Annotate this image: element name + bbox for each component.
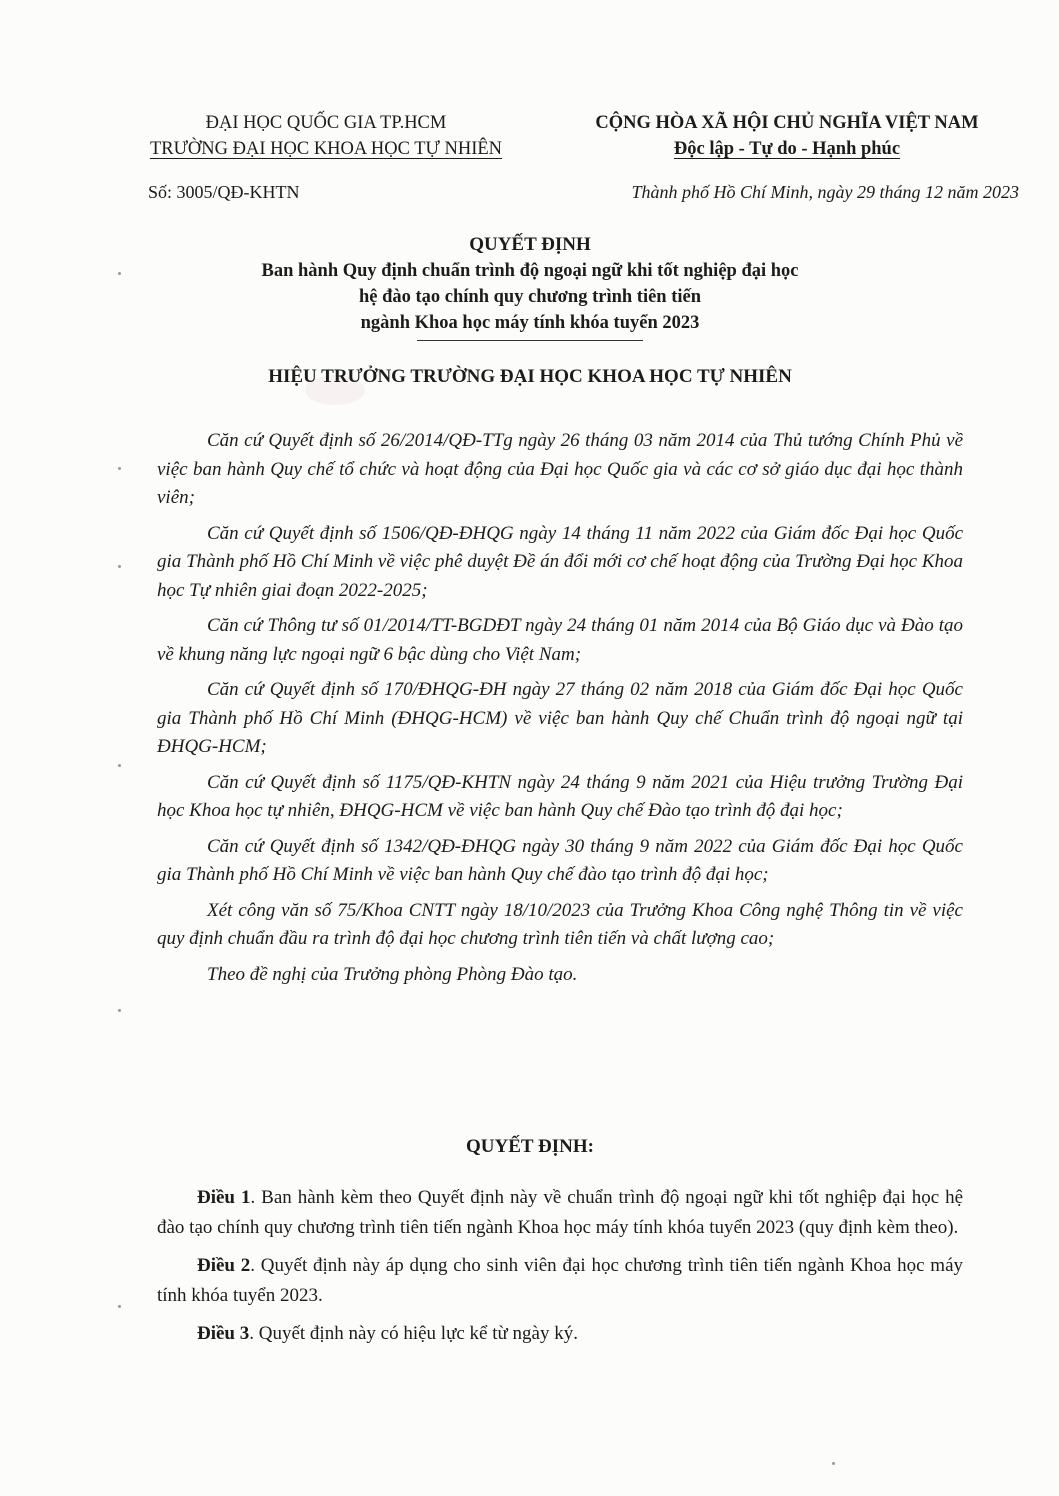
article-text: . Quyết định này có hiệu lực kể từ ngày ký. [249, 1323, 578, 1344]
article-label: Điều 1 [197, 1187, 251, 1208]
document-number: Số: 3005/QĐ-KHTN [148, 182, 300, 202]
basis-item: Căn cứ Thông tư số 01/2014/TT-BGDĐT ngày 24 tháng 01 năm 2014 của Bộ Giáo dục và Đào tạo về khung năng lực ngoại ngữ 6 bậc dùng cho Việt Nam; [157, 615, 963, 665]
country-name: CỘNG HÒA XÃ HỘI CHỦ NGHĨA VIỆT NAM [595, 113, 979, 133]
authority-heading: HIỆU TRƯỞNG TRƯỜNG ĐẠI HỌC KHOA HỌC TỰ NHIÊN [268, 366, 792, 387]
article-label: Điều 2 [197, 1255, 251, 1276]
document-date: Thành phố Hồ Chí Minh, ngày 29 tháng 12 năm 2023 [631, 182, 1019, 202]
article-label: Điều 3 [197, 1323, 250, 1344]
scan-speck [118, 1009, 121, 1012]
scan-speck [832, 1462, 835, 1465]
scan-speck [118, 565, 121, 568]
title-line-3: ngành Khoa học máy tính khóa tuyển 2023 [360, 313, 700, 333]
title-line-2: hệ đào tạo chính quy chương trình tiên tiến [358, 287, 702, 307]
basis-item: Căn cứ Quyết định số 170/ĐHQG-ĐH ngày 27 tháng 02 năm 2018 của Giám đốc Đại học Quốc gia Thành phố Hồ Chí Minh (ĐHQG-HCM) về việc ban hành Quy chế Chuẩn trình độ ngoại ngữ tại ĐHQG-HCM; [157, 679, 963, 757]
motto: Độc lập - Tự do - Hạnh phúc [673, 139, 901, 159]
basis-item: Xét công văn số 75/Khoa CNTT ngày 18/10/2023 của Trưởng Khoa Công nghệ Thông tin về việc quy định chuẩn đầu ra trình độ đại học chương trình tiên tiến và chất lượng cao; [157, 899, 963, 949]
basis-item: Theo đề nghị của Trưởng phòng Phòng Đào tạo. [207, 963, 578, 985]
basis-item: Căn cứ Quyết định số 1175/QĐ-KHTN ngày 24 tháng 9 năm 2021 của Hiệu trưởng Trường Đại học Khoa học tự nhiên, ĐHQG-HCM về việc ban hành Quy chế Đào tạo trình độ đại học; [157, 771, 963, 821]
basis-item: Căn cứ Quyết định số 26/2014/QĐ-TTg ngày 26 tháng 03 năm 2014 của Thủ tướng Chính Phủ về việc ban hành Quy chế tổ chức và hoạt động của Đại học Quốc gia và các cơ sở giáo dục đại học thành viên; [157, 430, 963, 508]
national-motto-header [542, 110, 1032, 162]
title-heading: QUYẾT ĐỊNH [469, 234, 591, 255]
university-name: ĐẠI HỌC QUỐC GIA TP.HCM [205, 113, 447, 133]
legal-basis [157, 427, 963, 996]
title-divider [417, 340, 643, 341]
school-name: TRƯỜNG ĐẠI HỌC KHOA HỌC TỰ NHIÊN [149, 139, 503, 159]
article-2 [157, 1251, 963, 1311]
title-line-1: Ban hành Quy định chuẩn trình độ ngoại ngữ khi tốt nghiệp đại học [261, 261, 799, 281]
article-text: . Quyết định này áp dụng cho sinh viên đại học chương trình tiên tiến ngành Khoa học máy tính khóa tuyển 2023. [157, 1255, 963, 1306]
article-text: . Ban hành kèm theo Quyết định này về chuẩn trình độ ngoại ngữ khi tốt nghiệp đại học hệ đào tạo chính quy chương trình tiên tiến ngành Khoa học máy tính khóa tuyển 2023 (quy định kèm theo). [157, 1187, 964, 1238]
scan-speck [118, 1305, 121, 1308]
issuing-body-header [96, 110, 556, 162]
article-3 [157, 1319, 963, 1349]
basis-item: Căn cứ Quyết định số 1342/QĐ-ĐHQG ngày 30 tháng 9 năm 2022 của Giám đốc Đại học Quốc gia Thành phố Hồ Chí Minh về việc ban hành Quy chế đào tạo trình độ đại học; [157, 835, 963, 885]
scan-speck [118, 272, 121, 275]
document-title [100, 232, 960, 341]
scan-speck [118, 467, 121, 470]
basis-item: Căn cứ Quyết định số 1506/QĐ-ĐHQG ngày 14 tháng 11 năm 2022 của Giám đốc Đại học Quốc gia Thành phố Hồ Chí Minh về việc phê duyệt Đề án đổi mới cơ chế hoạt động của Trường Đại học Khoa học Tự nhiên giai đoạn 2022-2025; [157, 522, 963, 601]
decision-heading: QUYẾT ĐỊNH: [466, 1136, 594, 1157]
article-1 [157, 1183, 963, 1243]
articles [157, 1183, 963, 1357]
scan-speck [118, 764, 121, 767]
